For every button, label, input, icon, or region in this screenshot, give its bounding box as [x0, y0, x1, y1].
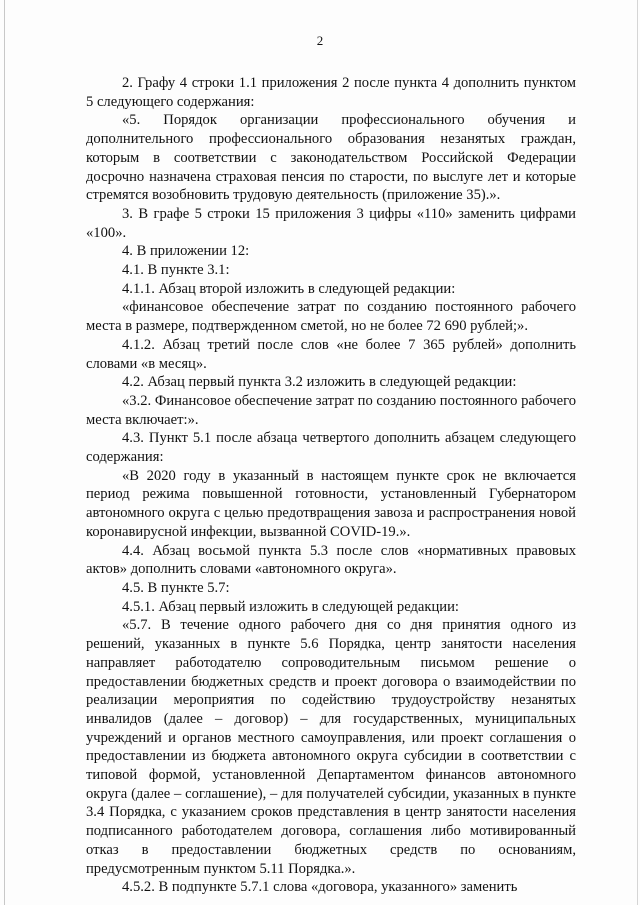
paragraph-item-4-4: 4.4. Абзац восьмой пункта 5.3 после слов «нормативных правовых актов» дополнить словами «автономного округа».: [86, 542, 576, 578]
paragraph-item-4-3: 4.3. Пункт 5.1 после абзаца четвертого дополнить абзацем следующего содержания:: [86, 430, 576, 466]
scan-left-edge: [4, 0, 5, 905]
paragraph-item-4-5-2: 4.5.2. В подпункте 5.7.1 слова «договора, указанного» заменить: [122, 879, 518, 896]
paragraph-item-4: 4. В приложении 12:: [122, 243, 250, 260]
scan-right-edge: [637, 0, 638, 905]
quoted-item-3-2: «3.2. Финансовое обеспечение затрат по созданию постоянного рабочего места включает:».: [86, 392, 576, 428]
quoted-text-financing: «финансовое обеспечение затрат по созданию постоянного рабочего места в размере, подтвержденном сметой, но не более 72 690 рублей;».: [86, 299, 576, 335]
paragraph-item-4-1-1: 4.1.1. Абзац второй изложить в следующей редакции:: [122, 280, 456, 297]
quoted-item-5-7: «5.7. В течение одного рабочего дня со дня принятия одного из решений, указанных в пункте 5.6 Порядка, центр занятости населения направляет работодателю сопроводительным письмом решение о предоставлении бюджетных средств и проект договора о взаимодействии по реализации мероприятия по содействию трудоустройству незанятых инвалидов (далее – договор) – для государственных, муниципальных учреждений и органов местного самоуправления, или проект соглашения о предоставлении из бюджета автономного округа субсидии в соответствии с типовой формой, установленной Департаментом финансов автономного округа (далее – соглашение), – для получателей субсидии, указанных в пункте 3.4 Порядка, с указанием сроков представления в центр занятости населения подписанного работодателем договора, соглашения либо мотивированный отказ в предоставлении бюджетных средств по основаниям, предусмотренным пунктом 5.11 Порядка.».: [86, 617, 576, 877]
quoted-item-5: «5. Порядок организации профессионального обучения и дополнительного профессионального образования незанятых граждан, которым в соответствии с законодательством Российской Федерации досрочно назначена страховая пенсия по старости, по выслуге лет и которые стремятся возобновить трудовую деятельность (приложение 35).».: [86, 112, 576, 204]
paragraph-item-3: 3. В графе 5 строки 15 приложения 3 цифры «110» заменить цифрами «100».: [86, 205, 576, 241]
paragraph-item-4-1-2: 4.1.2. Абзац третий после слов «не более 7 365 рублей» дополнить словами «в месяц».: [86, 336, 576, 372]
quoted-text-covid: «В 2020 году в указанный в настоящем пункте срок не включается период режима повышенной готовности, установленный Губернатором автономного округа с целью предотвращения завоза и распространения новой коронавирусной инфекции, вызванной COVID-19.».: [86, 467, 576, 540]
paragraph-item-4-1: 4.1. В пункте 3.1:: [122, 262, 230, 279]
paragraph-item-4-5: 4.5. В пункте 5.7:: [122, 579, 230, 596]
paragraph-item-4-2: 4.2. Абзац первый пункта 3.2 изложить в следующей редакции:: [122, 374, 517, 391]
document-body: [86, 74, 576, 897]
paragraph-item-2: 2. Графу 4 строки 1.1 приложения 2 после пункта 4 дополнить пунктом 5 следующего содержания:: [86, 75, 576, 110]
paragraph-item-4-5-1: 4.5.1. Абзац первый изложить в следующей редакции:: [122, 598, 459, 615]
page-number: 2: [316, 33, 324, 48]
